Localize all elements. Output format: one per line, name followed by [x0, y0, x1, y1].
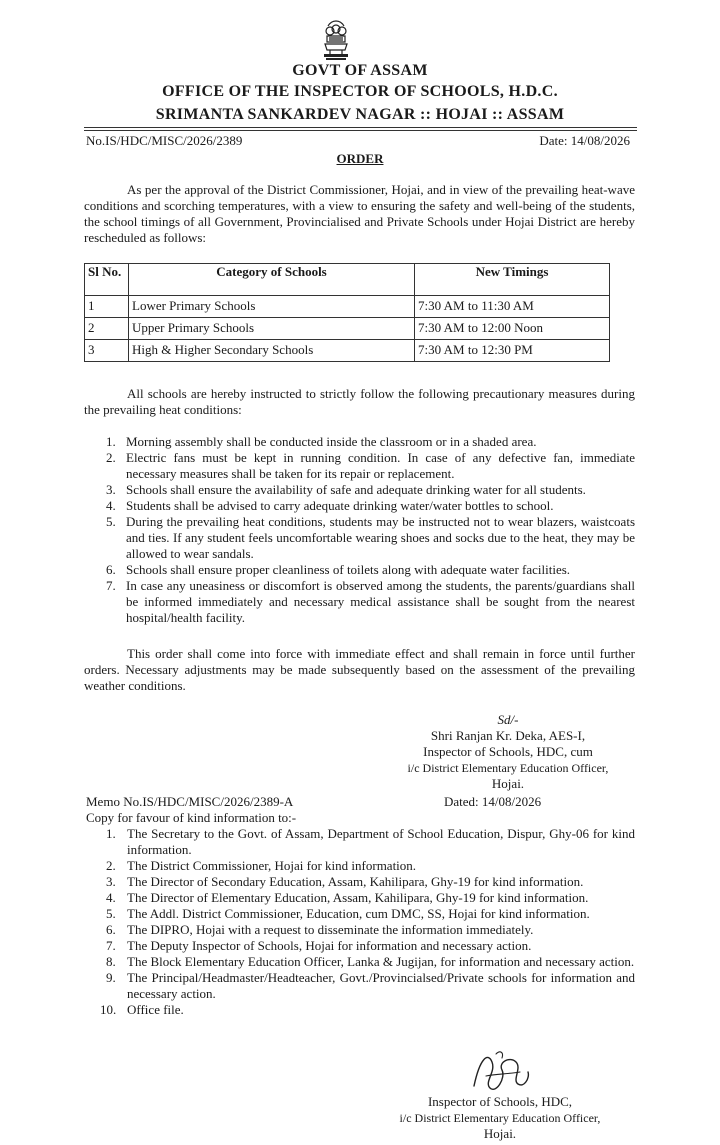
handwritten-signature [466, 1048, 536, 1096]
table-header-row [85, 264, 610, 296]
copy-list [100, 826, 635, 1018]
header-divider-top [84, 127, 637, 128]
header-govt: GOVT OF ASSAM [292, 62, 428, 79]
signatory-place: Hojai. [491, 776, 525, 791]
header-divider-bottom [84, 130, 637, 131]
footer-additional-charge: i/c District Elementary Education Officer, [399, 1111, 601, 1125]
timings-table [84, 263, 610, 362]
footer-signatory-block [372, 1094, 628, 1142]
list-item: 10. Office file. [100, 1002, 184, 1017]
list-item: 7. In case any uneasiness or discomfort is observed among the students, the parents/guardians shall be informed immediately and necessary medical assistance shall be sought from the nearest hospital/health facility. [106, 578, 635, 625]
list-item: 9. The Principal/Headmaster/Headteacher, Govt./Provincialsed/Private schools for information and necessary action. [106, 970, 635, 1001]
cell-timing: 7:30 AM to 12:30 PM [415, 340, 610, 362]
list-item: 5. During the prevailing heat conditions, students may be instructed not to wear blazers, waistcoats and ties. If any student feels uncomfortable wearing shoes and socks due to the heat, they may be allowed to wear sandals. [106, 514, 635, 561]
list-item: 3. Schools shall ensure the availability of safe and adequate drinking water for all students. [106, 482, 586, 497]
closing-paragraph: This order shall come into force with immediate effect and shall remain in force until further orders. Necessary adjustments may be made subsequently based on the assessment of the prevailing weather conditions. [84, 646, 635, 693]
signatory-name: Shri Ranjan Kr. Deka, AES-I, [430, 728, 586, 743]
cell-sl: 2 [85, 318, 129, 340]
sd-mark: Sd/- [497, 712, 519, 727]
footer-designation: Inspector of Schools, HDC, [427, 1094, 573, 1109]
cell-timing: 7:30 AM to 12:00 Noon [415, 318, 610, 340]
cell-category: Upper Primary Schools [129, 318, 415, 340]
list-item: 1. The Secretary to the Govt. of Assam, Department of School Education, Dispur, Ghy-06 for kind information. [106, 826, 635, 857]
list-item: 2. The District Commissioner, Hojai for kind information. [106, 858, 417, 873]
list-item: 6. Schools shall ensure proper cleanliness of toilets along with adequate water facilities. [106, 562, 571, 577]
list-item: 3. The Director of Secondary Education, Assam, Kahilipara, Ghy-19 for kind information. [106, 874, 584, 889]
measures-intro: All schools are hereby instructed to strictly follow the following precautionary measures during the prevailing heat conditions: [84, 386, 635, 417]
signatory-designation: Inspector of Schools, HDC, cum [423, 744, 593, 759]
memo-number: Memo No.IS/HDC/MISC/2026/2389-A [86, 794, 294, 809]
cell-sl: 1 [85, 296, 129, 318]
memo-date: Dated: 14/08/2026 [444, 794, 542, 809]
header-sl-no: Sl No. [85, 264, 129, 296]
list-item: 4. Students shall be advised to carry adequate drinking water/water bottles to school. [106, 498, 554, 513]
table-row [85, 318, 610, 340]
header-address: SRIMANTA SANKARDEV NAGAR :: HOJAI :: ASSAM [155, 106, 565, 123]
intro-paragraph: As per the approval of the District Commissioner, Hojai, and in view of the prevailing heat-wave conditions and scorching temperatures, with a view to ensuring the safety and well-being of the students, the school timings of all Government, Provincialised and Private Schools under Hojai District are hereby rescheduled as follows: [84, 182, 635, 245]
list-item: 5. The Addl. District Commissioner, Education, cum DMC, SS, Hojai for kind information. [106, 906, 590, 921]
header-category: Category of Schools [129, 264, 415, 296]
cell-category: High & Higher Secondary Schools [129, 340, 415, 362]
list-item: 8. The Block Elementary Education Officer, Lanka & Jugijan, for information and necessary action. [106, 954, 635, 969]
order-date: Date: 14/08/2026 [539, 133, 630, 148]
table-row [85, 296, 610, 318]
cell-timing: 7:30 AM to 11:30 AM [415, 296, 610, 318]
list-item: 6. The DIPRO, Hojai with a request to disseminate the information immediately. [106, 922, 534, 937]
list-item: 2. Electric fans must be kept in running condition. In case of any defective fan, immediate necessary measures shall be taken for its repair or replacement. [106, 450, 635, 481]
list-item: 1. Morning assembly shall be conducted inside the classroom or in a shaded area. [106, 434, 537, 449]
measures-list [106, 434, 635, 626]
table-row [85, 340, 610, 362]
reference-number: No.IS/HDC/MISC/2026/2389 [86, 133, 243, 148]
list-item: 4. The Director of Elementary Education, Assam, Kahilipara, Ghy-19 for kind information. [106, 890, 589, 905]
signatory-block [380, 712, 636, 792]
order-title: ORDER [336, 151, 384, 166]
list-item: 7. The Deputy Inspector of Schools, Hojai for information and necessary action. [106, 938, 532, 953]
state-emblem-icon [318, 20, 354, 62]
cell-category: Lower Primary Schools [129, 296, 415, 318]
header-new-timings: New Timings [415, 264, 610, 296]
header-office: OFFICE OF THE INSPECTOR OF SCHOOLS, H.D.C. [162, 83, 558, 100]
cell-sl: 3 [85, 340, 129, 362]
signatory-additional-charge: i/c District Elementary Education Officer, [407, 761, 609, 775]
copy-for-label: Copy for favour of kind information to:- [86, 810, 297, 825]
footer-place: Hojai. [483, 1126, 517, 1141]
